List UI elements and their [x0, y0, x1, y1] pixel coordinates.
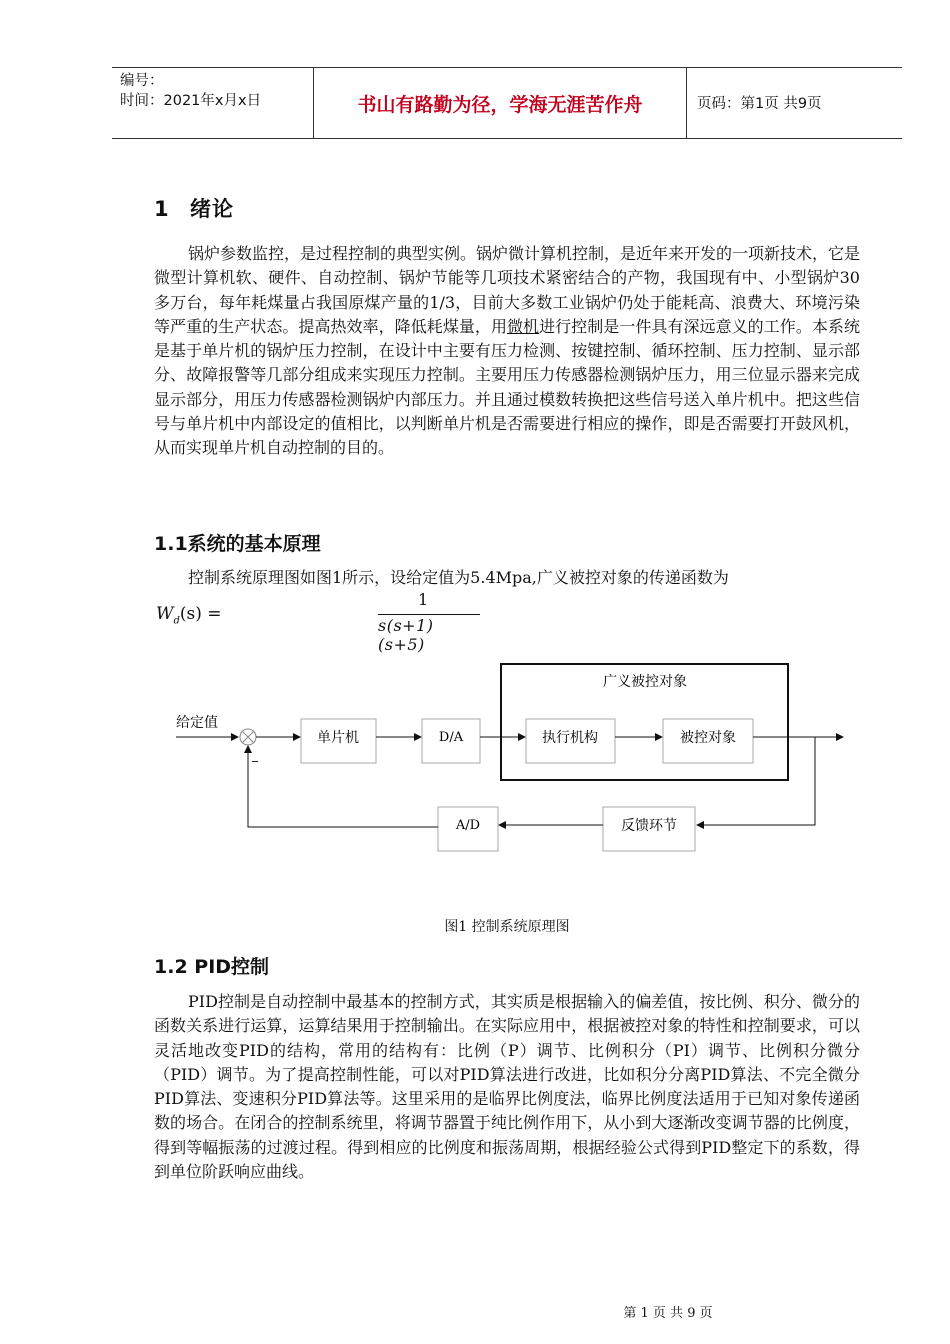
time-label: 时间：2021年x月x日 — [120, 93, 262, 109]
header-page-info: 页码：第1页 共9页 — [697, 96, 822, 112]
serial-label: 编号： — [120, 73, 164, 89]
minus-sign: _ — [252, 748, 258, 762]
section-1-heading — [154, 193, 234, 223]
setpoint-label: 给定值 — [176, 715, 218, 731]
section-1-title: 绪论 — [190, 197, 234, 221]
para-text-b: 进行控制是一件具有深远意义的工作。本系统是基于单片机的锅炉压力控制，在设计中主要有压力检测、按键控制、循环控制、压力控制、显示部分、故障报警等几部分组成来实现压力控制。主要用压力传感器检测锅炉压力，用三位显示器来完成显示部分，用压力传感器检测锅炉内部压力。并且通过模数转换把这些信号送入单片机中。把这些信号与单片机中内部设定的值相比，以判断单片机是否需要进行相应的操作，即是否需要打开鼓风机，从而实现单片机自动控制的目的。 — [154, 316, 860, 458]
formula-sub: d — [173, 615, 180, 627]
section-1-2-heading: 1.2 PID控制 — [154, 956, 270, 978]
para-text-a: 锅炉参数监控，是过程控制的典型实例。锅炉微计算机控制，是近年来开发的一项新技术，它是微型计算机软、硬件、自动控制、锅炉节能等几项技术紧密结合的产物，我国现有中、小型锅炉30多万台，每年耗煤量占我国原煤产量的1/3，目前大多数工业锅炉仍处于能耗高、浪费大、环境污染等严重的生产状态。提高热效率，降低耗煤量，用 — [154, 244, 861, 336]
control-block-diagram — [160, 655, 860, 865]
formula-numerator: 1 — [418, 590, 429, 609]
page-footer: 第 1 页 共 9 页 — [623, 1306, 713, 1321]
summing-junction — [240, 729, 256, 745]
header-motto: 书山有路勤为径，学海无涯苦作舟 — [314, 68, 687, 138]
feedback-label: 反馈环节 — [621, 818, 677, 834]
header-meta — [112, 68, 314, 138]
da-label: D/A — [438, 730, 464, 745]
section-1-1-heading: 1.1系统的基本原理 — [154, 533, 321, 555]
transfer-function-formula — [156, 590, 434, 654]
formula-arg: (s) = — [179, 604, 222, 624]
mcu-label: 单片机 — [317, 730, 359, 746]
plant-group-label: 广义被控对象 — [603, 674, 687, 690]
link-micro-computer[interactable]: 微机 — [507, 316, 540, 336]
section-1-1-paragraph: 控制系统原理图如图1所示，设给定值为5.4Mpa,广义被控对象的传递函数为 — [188, 568, 729, 587]
section-1-2-paragraph: PID控制是自动控制中最基本的控制方式，其实质是根据输入的偏差值，按比例、积分、微分的函数关系进行运算，运算结果用于控制输出。在实际应用中，根据被控对象的特性和控制要求，可以灵活地改变PID的结构，常用的结构有：比例（P）调节、比例积分（PI）调节、比例积分微分（PID）调节。为了提高控制性能，可以对PID算法进行改进，比如积分分离PID算法、不完全微分PID算法、变速积分PID算法等。这里采用的是临界比例度法，临界比例度法适用于已知对象传递函数的场合。在闭合的控制系统里，将调节器置于纯比例作用下，从小到大逐渐改变调节器的比例度，得到等幅振荡的过渡过程。得到相应的比例度和振荡周期，根据经验公式得到PID整定下的系数，得到单位阶跃响应曲线。 — [154, 992, 860, 1182]
actuator-label: 执行机构 — [542, 730, 598, 746]
section-1-number: 1 — [154, 197, 170, 221]
formula-fraction-bar — [378, 614, 480, 615]
formula-w: W — [156, 604, 174, 624]
page-header — [112, 67, 902, 139]
ad-label: A/D — [455, 818, 481, 833]
plant-label: 被控对象 — [680, 730, 736, 746]
figure-caption: 图1 控制系统原理图 — [444, 919, 570, 935]
formula-denominator: s(s+1)(s+5) — [378, 616, 434, 654]
formula-lhs — [156, 604, 222, 626]
section-1-paragraph — [154, 242, 860, 461]
